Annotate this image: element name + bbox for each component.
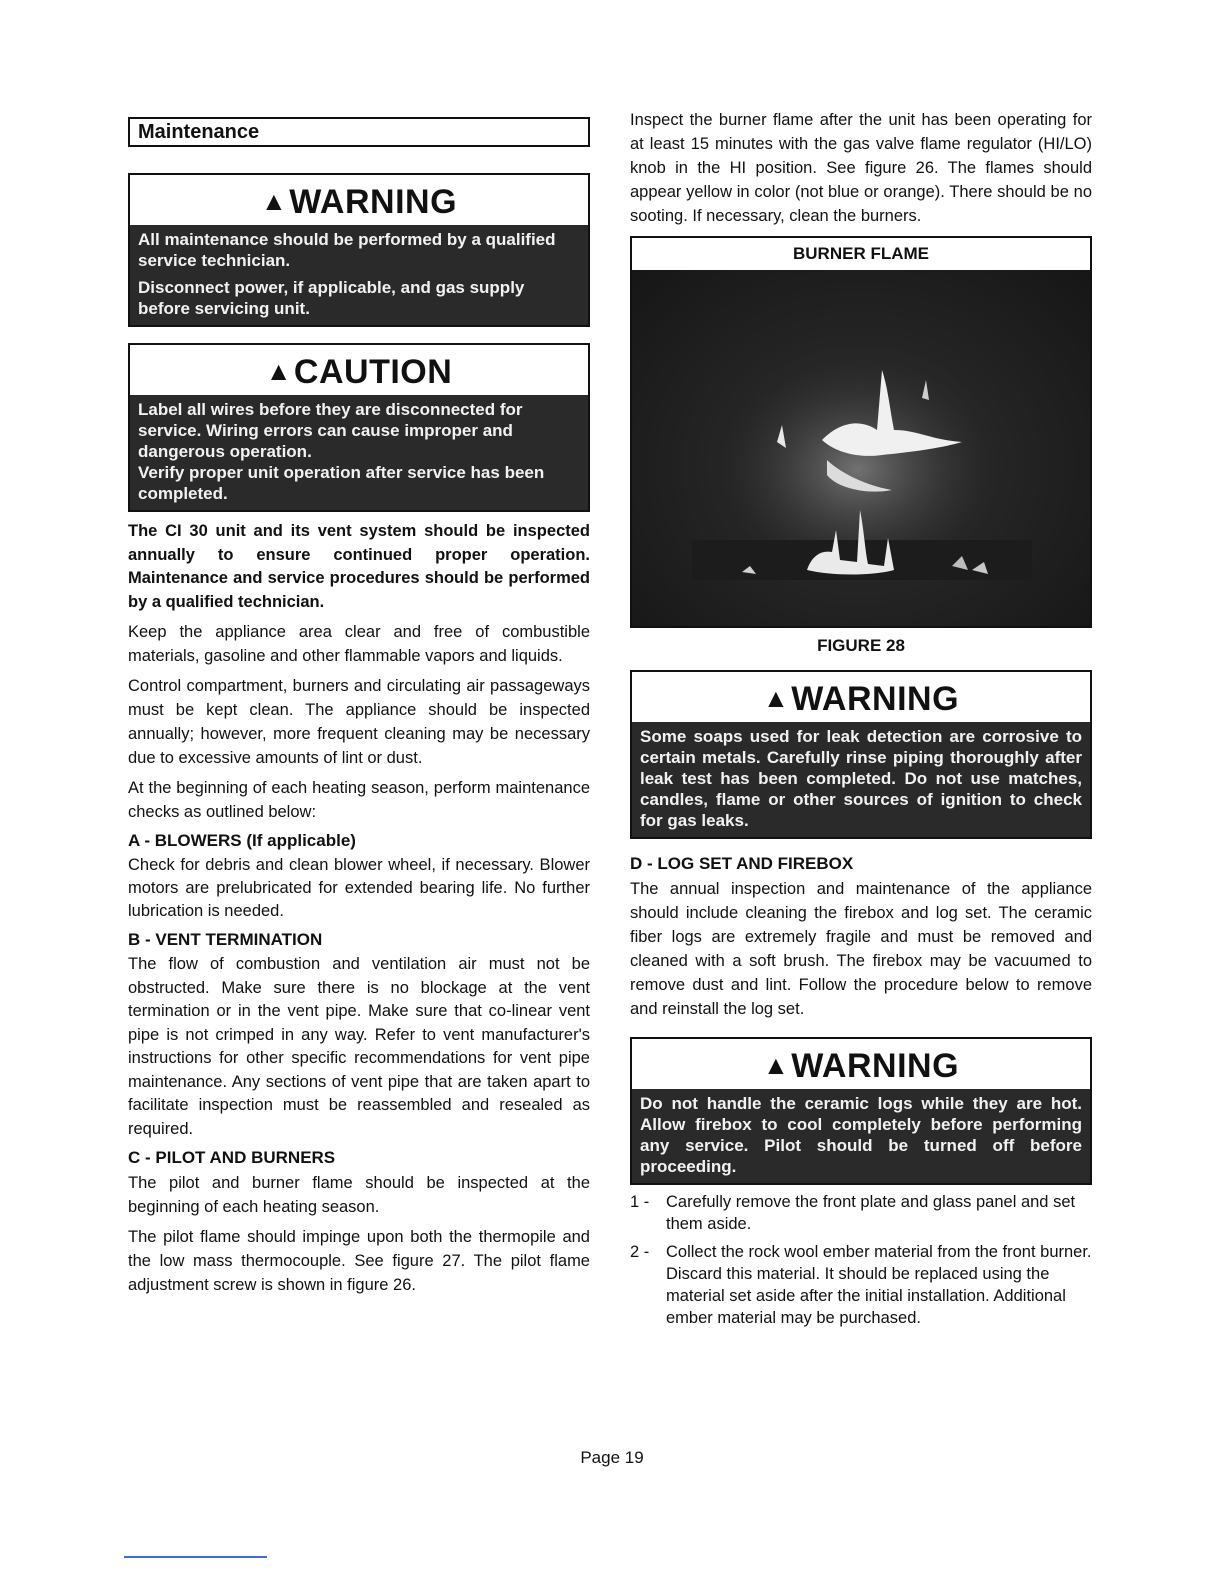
list-item (630, 1191, 1092, 1235)
paragraph-blowers: Check for debris and clean blower wheel, if necessary. Blower motors are prelubricated for extended bearing life. No further lubrication is needed. (128, 856, 590, 920)
procedure-steps (630, 1191, 1092, 1329)
step-number: 2 - (630, 1243, 650, 1261)
caution-body (130, 395, 588, 510)
paragraph-season-checks: At the beginning of each heating season, perform maintenance checks as outlined below: (128, 779, 590, 821)
warning-title: ▲WARNING (260, 183, 458, 221)
step-text: Collect the rock wool ember material from the front burner. Discard this material. It should be replaced using the material set aside after the initial installation. Additional ember material may be purchased. (666, 1243, 1092, 1327)
warning-triangle-icon: ▲ (762, 1050, 790, 1080)
heading-log-set-firebox: D - LOG SET AND FIREBOX (630, 854, 854, 873)
caution-line: Label all wires before they are disconnected for service. Wiring errors can cause improper and dangerous operation. (138, 400, 523, 461)
heading-vent-termination: B - VENT TERMINATION (128, 930, 323, 949)
paragraph-inspect-flame: Inspect the burner flame after the unit has been operating for at least 15 minutes with the gas valve flame regulator (HI/LO) knob in the HI position. See figure 26. The flames should appear yellow in color (not blue or orange). There should be no sooting. If necessary, clean the burners. (630, 111, 1092, 225)
caution-line: Verify proper unit operation after service has been completed. (138, 463, 545, 503)
warning-body (130, 225, 588, 325)
burner-flame-image (632, 270, 1090, 626)
warning-body: Do not handle the ceramic logs while they are hot. Allow firebox to cool completely before performing any service. Pilot should be turned off before proceeding. (632, 1089, 1090, 1183)
warning-box-maintenance (128, 173, 590, 327)
paragraph-pilot-flame: The pilot flame should impinge upon both the thermopile and the low mass thermocouple. See figure 27. The pilot flame adjustment screw is shown in figure 26. (128, 1228, 590, 1294)
page-number: Page 19 (580, 1448, 644, 1467)
right-column (630, 108, 1092, 1335)
warning-title: ▲WARNING (762, 1047, 960, 1085)
paragraph-vent-termination: The flow of combustion and ventilation air must not be obstructed. Make sure there is no blockage at the vent termination or in the vent pipe. Make sure that co-linear vent pipe is not crimped in any way. Refer to vent manufacturer's instructions for other specific recommendations for vent pipe maintenance. Any sections of vent pipe that are taken apart to facilitate inspection must be reassembled and resealed as required. (128, 955, 590, 1138)
figure-title: BURNER FLAME (793, 244, 929, 263)
warning-box-leak-detection (630, 670, 1092, 839)
warning-line: All maintenance should be performed by a qualified service technician. (138, 230, 556, 270)
warning-triangle-icon: ▲ (260, 186, 288, 216)
warning-triangle-icon: ▲ (265, 356, 292, 386)
caution-title: ▲CAUTION (265, 353, 453, 391)
warning-title: ▲WARNING (762, 680, 960, 718)
heading-blowers: A - BLOWERS (If applicable) (128, 831, 356, 850)
list-item (630, 1241, 1092, 1329)
paragraph-pilot-inspection: The pilot and burner flame should be inspected at the beginning of each heating season. (128, 1174, 590, 1216)
paragraph-keep-clean: Control compartment, burners and circulating air passageways must be kept clean. The appliance should be inspected annually; however, more frequent cleaning may be necessary due to excessive amounts of lint or dust. (128, 677, 590, 767)
paragraph-clear-area: Keep the appliance area clear and free of combustible materials, gasoline and other flammable vapors and liquids. (128, 623, 590, 665)
section-title-maintenance: Maintenance (128, 117, 590, 147)
heading-pilot-burners: C - PILOT AND BURNERS (128, 1148, 336, 1167)
warning-box-ceramic-logs (630, 1037, 1092, 1185)
warning-line: Disconnect power, if applicable, and gas supply before servicing unit. (138, 278, 525, 318)
figure-label: FIGURE 28 (817, 636, 905, 655)
warning-body: Some soaps used for leak detection are corrosive to certain metals. Carefully rinse piping thoroughly after leak test has been completed. Do not use matches, candles, flame or other sources of ignition to check for gas leaks. (632, 722, 1090, 837)
paragraph-log-set-firebox: The annual inspection and maintenance of the appliance should include cleaning the firebox and log set. The ceramic fiber logs are extremely fragile and must be removed and cleaned with a soft brush. The firebox may be vacuumed to remove dust and lint. Follow the procedure below to remove and reinstall the log set. (630, 880, 1092, 1018)
burner-flame-photo (632, 270, 1090, 626)
intro-paragraph: The CI 30 unit and its vent system should be inspected annually to ensure continued proper operation. Maintenance and service procedures should be performed by a qualified technician. (128, 522, 590, 611)
left-column (128, 112, 590, 1303)
warning-triangle-icon: ▲ (762, 683, 790, 713)
caution-box (128, 343, 590, 512)
step-text: Carefully remove the front plate and glass panel and set them aside. (666, 1193, 1076, 1233)
bottom-rule (124, 1556, 267, 1558)
figure-burner-flame (630, 236, 1092, 628)
step-number: 1 - (630, 1193, 650, 1211)
